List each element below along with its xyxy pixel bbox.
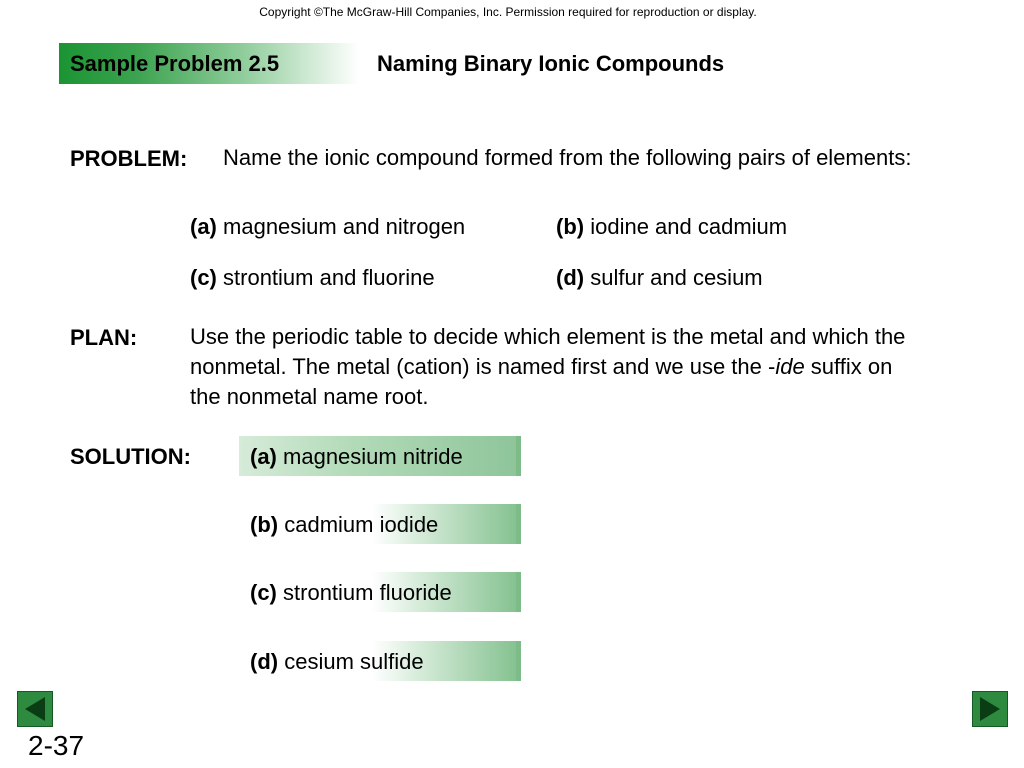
next-slide-button[interactable] (972, 691, 1008, 727)
solution-label: SOLUTION: (70, 444, 191, 469)
plan-text-end: suffix on the nonmetal name root. (190, 354, 893, 409)
answer-letter: (a) (250, 444, 277, 469)
answer-letter: (b) (250, 512, 279, 537)
page-number: 2-37 (28, 730, 85, 761)
plan-text (190, 322, 920, 412)
triangle-left-icon (18, 692, 52, 726)
previous-slide-button[interactable] (17, 691, 53, 727)
answer-box-b (239, 504, 521, 544)
answer-text: strontium fluoride (283, 580, 452, 605)
answer-a (250, 444, 463, 470)
problem-item-letter: (b) (556, 214, 585, 239)
plan-text-main: Use the periodic table to decide which element is the metal and which the nonmetal. The metal (cation) is named first and we use the - (190, 324, 906, 379)
slide-title: Naming Binary Ionic Compounds (377, 51, 725, 76)
answer-letter: (d) (250, 649, 279, 674)
answer-b (250, 512, 438, 538)
problem-item-letter: (a) (190, 214, 217, 239)
answer-box-d (239, 641, 521, 681)
plan-text-suffix: ide (775, 354, 805, 379)
sample-problem-label: Sample Problem 2.5 (70, 51, 280, 76)
triangle-right-icon (973, 692, 1007, 726)
problem-item-text: iodine and cadmium (590, 214, 788, 239)
problem-item-text: magnesium and nitrogen (223, 214, 466, 239)
plan-label: PLAN: (70, 325, 138, 350)
answer-letter: (c) (250, 580, 277, 605)
problem-item-letter: (c) (190, 265, 217, 290)
problem-item-c (190, 265, 435, 291)
answer-text: magnesium nitride (283, 444, 463, 469)
answer-text: cesium sulfide (284, 649, 424, 674)
problem-item-d (556, 265, 763, 291)
answer-text: cadmium iodide (284, 512, 439, 537)
copyright-notice: Copyright ©The McGraw-Hill Companies, Inc. Permission required for reproduction or display. (259, 5, 757, 19)
problem-item-b (556, 214, 787, 240)
answer-box-a (239, 436, 521, 476)
answer-c (250, 580, 452, 606)
problem-item-a (190, 214, 465, 240)
answer-d (250, 649, 424, 675)
problem-text: Name the ionic compound formed from the following pairs of elements: (223, 145, 912, 170)
problem-label: PROBLEM: (70, 146, 188, 171)
problem-item-text: sulfur and cesium (590, 265, 763, 290)
problem-item-letter: (d) (556, 265, 585, 290)
problem-item-text: strontium and fluorine (223, 265, 435, 290)
answer-box-c (239, 572, 521, 612)
